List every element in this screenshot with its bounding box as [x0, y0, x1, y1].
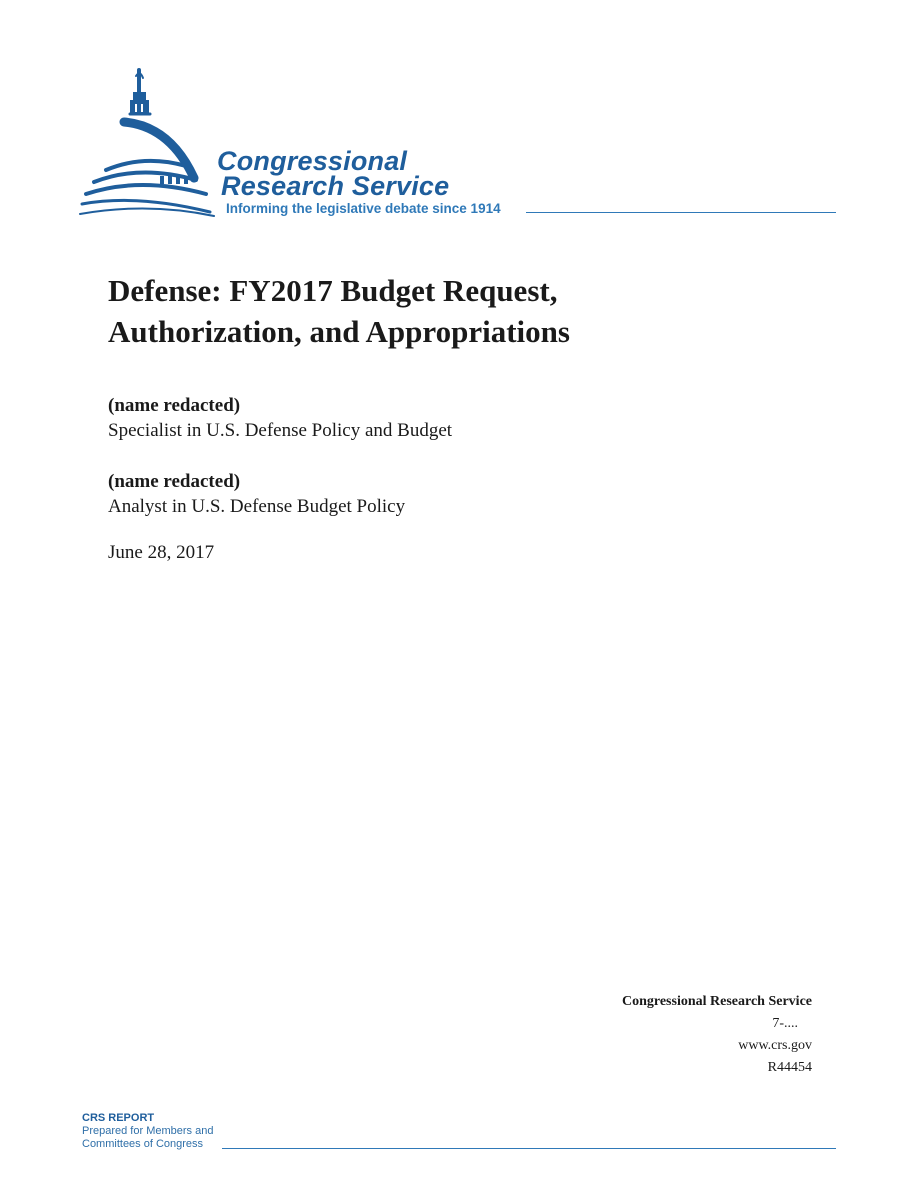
- author-role: Analyst in U.S. Defense Budget Policy: [108, 496, 406, 517]
- publisher-phone: 7-....: [772, 1016, 798, 1031]
- publisher-org: Congressional Research Service: [621, 994, 812, 1009]
- footer-divider: [222, 1148, 836, 1149]
- logo-tagline: Informing the legislative debate since 1914: [226, 201, 501, 216]
- footer-line3: Committees of Congress: [82, 1138, 204, 1150]
- author-role: Specialist in U.S. Defense Policy and Budget: [108, 420, 453, 441]
- author-name: (name redacted): [108, 395, 241, 416]
- report-date: June 28, 2017: [108, 542, 215, 563]
- footer-line2: Prepared for Members and: [82, 1125, 214, 1137]
- publisher-url: www.crs.gov: [738, 1038, 812, 1053]
- report-title: [108, 270, 808, 352]
- author-block: [108, 393, 452, 443]
- report-title-line1: Defense: FY2017 Budget Request,: [108, 273, 558, 308]
- report-title-line2: Authorization, and Appropriations: [108, 314, 570, 349]
- crs-logo: [78, 66, 838, 222]
- logo-wordmark-line1: Congressional: [217, 146, 408, 176]
- publisher-info: [622, 991, 812, 1079]
- footer-crs-report: CRS REPORT: [82, 1112, 155, 1124]
- capitol-dome-icon: [78, 66, 218, 222]
- author-block: [108, 469, 405, 519]
- logo-wordmark-line2: Research Service: [221, 171, 450, 201]
- author-name: (name redacted): [108, 471, 241, 492]
- report-id: R44454: [767, 1060, 812, 1075]
- logo-divider: [526, 212, 836, 213]
- footer-label: [82, 1112, 213, 1151]
